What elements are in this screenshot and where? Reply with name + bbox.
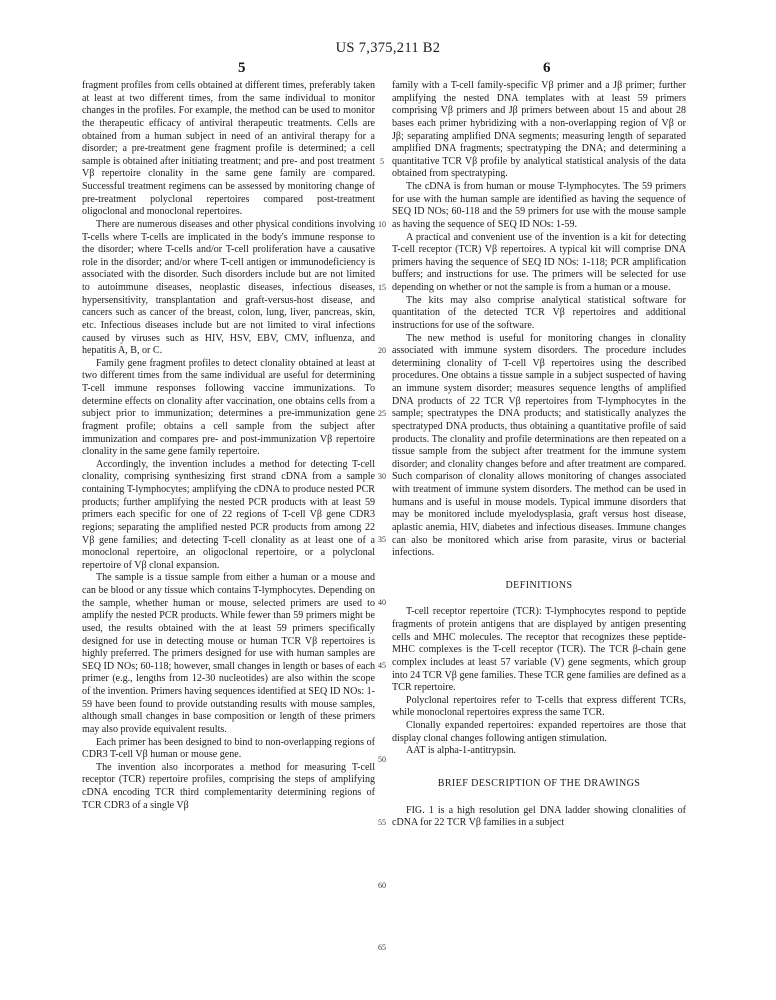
line-number: 30 [378,472,386,481]
page-number-left: 5 [238,60,246,76]
page-number-right: 6 [543,60,551,76]
paragraph: The cDNA is from human or mouse T-lymphocytes. The 59 primers for use with the human sample are identified as having the sequence of SEQ ID NOs; 60-118 and the 59 primers for use with the mouse sample as having the sequence of SEQ ID NOs: 1-59. [392,181,686,230]
definition-paragraph: Polyclonal repertoires refer to T-cells that express different TCRs, while monoclonal repertoires express the same TCR. [392,694,686,719]
paragraph: fragment profiles from cells obtained at different times, preferably taken at least at two different times, from the same individual to monitor changes in the profiles. For example, the method can be used to monitor the therapeutic efficacy of antiviral therapeutic treatments. Cells are obtained from a human subject in need of an antiviral therapy for a disorder; a pre-treatment gene fragment profile is determined; a cell sample is obtained after initiating treatment; and pre- and post treatment Vβ repertoire clonality in the same gene family are compared. Successful treatment regimens can be assessed by monitoring change of pre-treatment polyclonal repertoires compared post-treatment oligoclonal and monoclonal repertoires. [82,80,375,218]
left-column [82,80,375,812]
line-number: 60 [378,881,386,890]
paragraph: Each primer has been designed to bind to non-overlapping regions of CDR3 T-cell Vβ human or mouse gene. [82,736,375,761]
line-number: 15 [378,283,386,292]
paragraph: The new method is useful for monitoring changes in clonality associated with immune system disorders. The procedure includes determining clonality of T-cell Vβ repertoires using the described procedures. One obtains a tissue sample in a subject suspected of having an immune system disorder; measures sequence lengths of amplified DNA products of 22 TCR Vβ repertoires from T-lymphocytes in the sample; spectratypes the DNA products; and statistically analyzes the spectratyped DNA products, thus obtaining a quantitative profile of said products. The clonality and profile determinations are then repeated on a tissue sample from the subject after treatment for the immune system disorder; and clonality changes before and after treatment are compared. Such comparison of clonality allows monitoring of changes associated with treatment of immune system disorders. The method can be used in humans and is useful in mouse models. Typical immune disorders that may be monitored include myelodysplasia, graft versus host disease, aplastic anemia, HIV, diabetes and infectious diseases. Immune changes can also be monitored which arise from parasite, virus or bacterial infections. [392,332,686,559]
right-column [392,80,686,830]
paragraph: family with a T-cell family-specific Vβ primer and a Jβ primer; further amplifying the nested DNA templates with at least 59 primers comprising Vβ primers and Jβ primers between about 15 and about 28 bases each primer hybridizing with a non-overlapping region of Vβ or Jβ; separating amplified DNA segments; measuring length of separated amplified DNA fragments; spectratyping the DNA; and determining a quantitative TCR Vβ profile by analytical statistical analysis of the data obtained from spectratyping. [392,80,686,180]
line-number: 35 [378,535,386,544]
paragraph: Family gene fragment profiles to detect clonality obtained at least at two different times from the same individual are useful for determining T-cell immune responses following vaccine immunizations. To determine effects on clonality after vaccination, one obtains cells from a subject prior to immunization; determines a pre-immunization gene fragment profile; obtains a cell sample from the subject after immunization and compares pre- and post-immunization Vβ repertoire clonality in the same gene family repertoire. [82,357,375,458]
line-number: 45 [378,661,386,670]
line-number: 10 [378,220,386,229]
line-number: 40 [378,598,386,607]
drawings-heading: BRIEF DESCRIPTION OF THE DRAWINGS [437,777,641,789]
patent-number: US 7,375,211 B2 [335,40,441,56]
paragraph: A practical and convenient use of the invention is a kit for detecting T-cell receptor (TCR) Vβ repertoires. A typical kit will comprise DNA primers having the sequence of SEQ ID NOs: 1-118; PCR amplification buffers; and instructions for use. The primers will be selected for use depending on whether or not the sample is from a human or a mouse. [392,231,686,293]
definition-paragraph: Clonally expanded repertoires: expanded repertoires are those that display clonal changes following antigen stimulation. [392,720,686,744]
line-number: 20 [378,346,386,355]
paragraph: Accordingly, the invention includes a method for detecting T-cell clonality, comprising synthesizing first strand cDNA from a sample containing T-lymphocytes; amplifying the cDNA to produce nested PCR products; further amplifying the nested PCR products with at least 59 primers each specific for one of 22 regions of T-cell Vβ gene CDR3 regions; separating the amplified nested PCR products from among 22 Vβ gene families; and detecting T-cell clonality as at least one of a monoclonal repertoire, an oligoclonal repertoire, or a polyclonal repertoire of Vβ clonal expansion. [82,458,375,571]
paragraph: The invention also incorporates a method for measuring T-cell receptor (TCR) repertoire profiles, comprising the steps of amplifying cDNA encoding TCR third complementarity determining regions of TCR CDR3 of a single Vβ [82,761,375,811]
line-number: 65 [378,943,386,952]
definitions-heading: DEFINITIONS [505,579,573,591]
paragraph: There are numerous diseases and other physical conditions involving T-cells where T-cells are implicated in the body's immune response to the disorder; where T-cells and/or T-cell proliferation have a causative role in the disorder; and/or where T-cell antigen or immunodeficiency is associated with the disorder. Such disorders include but are not limited to autoimmune diseases, neoplastic diseases, infectious diseases, hypersensitivity, transplantation and graft-versus-host disease, and cancers such as cancer of the breast, colon, lung, liver, pancreas, skin, etc. Infectious diseases include but are not limited to viral infections caused by viruses such as HIV, HSV, EBV, CMV, influenza, and hepatitis A, B, or C. [82,218,375,357]
definition-paragraph: AAT is alpha-1-antitrypsin. [406,745,517,757]
line-number: 55 [378,818,386,827]
drawing-paragraph: FIG. 1 is a high resolution gel DNA ladder showing clonalities of cDNA for 22 TCR Vβ families in a subject [392,804,686,829]
paragraph: The sample is a tissue sample from either a human or a mouse and can be blood or any tissue which contains T-lymphocytes. Depending on the sample, whether human or mouse, selected primers are used to amplify the nested PCR products. While fewer than 59 primers might be used, the results obtained with the at least 59 primers specifically designed for use in detecting mouse or human TCR Vβ repertoires is highly preferred. The primers designed for use with human samples are SEQ ID NOs; 60-118; however, small changes in length or bases of each primer (e.g., lengths from 12-30 nucleotides) are also within the scope of the invention. Primers having sequences identified at SEQ ID NOs: 1-59 have been found to provide outstanding results with mouse samples, although small changes in base composition or length of these primers may also provide equivalent results. [82,572,375,735]
definition-paragraph: T-cell receptor repertoire (TCR): T-lymphocytes respond to peptide fragments of protein antigens that are displayed by antigen presenting cells and MHC molecules. The receptor that recognizes these peptide-MHC complexes is the T-cell receptor (TCR). The TCR β-chain gene complex includes at least 57 variable (V) gene segments, which group into 24 TCR Vβ gene families. These TCR gene families are defined as a TCR repertoire. [392,606,686,694]
line-number: 5 [380,157,384,166]
line-number: 25 [378,409,386,418]
line-number: 50 [378,755,386,764]
paragraph: The kits may also comprise analytical statistical software for quantitation of the detected TCR Vβ repertoires and additional instructions for use of the software. [392,294,686,331]
